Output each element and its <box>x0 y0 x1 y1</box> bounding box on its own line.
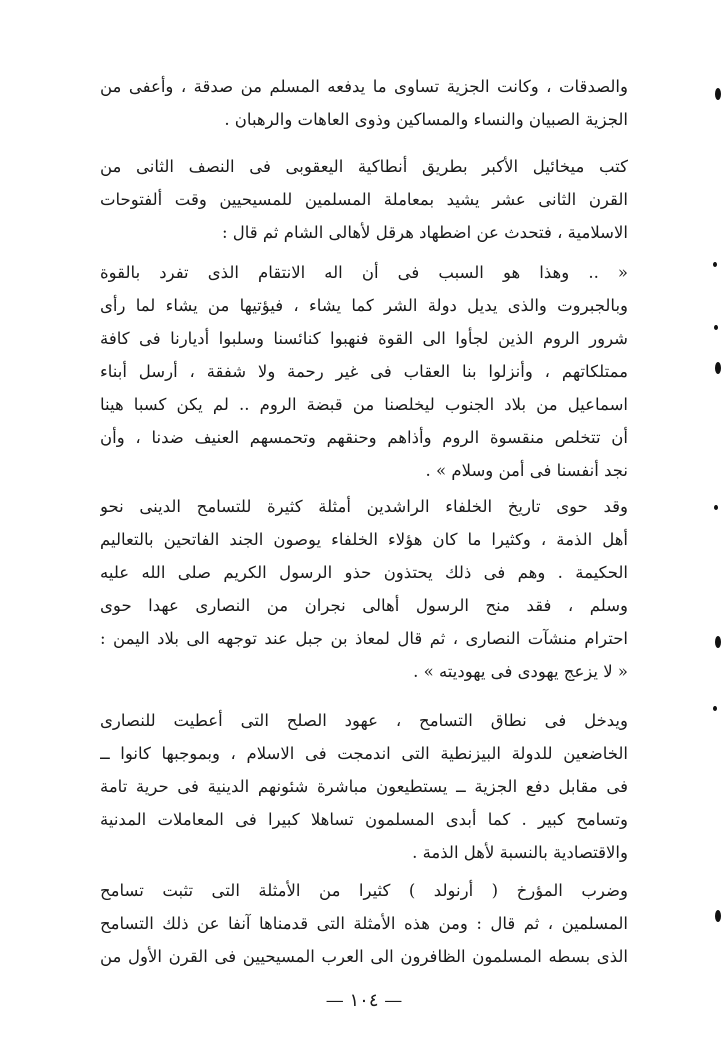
scan-mark <box>713 262 717 267</box>
scan-mark <box>713 706 717 711</box>
paragraph-quotation <box>100 256 628 487</box>
text-line: أن تتخلص منقسوة الروم وأذاهم وحنقهم وتحمسهم العنيف ضدنا ، وأن <box>100 428 628 447</box>
text-line: فى مقابل دفع الجزية ــ يستطيعون مباشرة شئونهم الدينية فى حرية تامة <box>100 777 628 796</box>
text-line: الجزية الصبيان والنساء والمساكين وذوى العاهات والرهبان . <box>224 110 628 129</box>
text-line: ممتلكاتهم ، وأنزلوا بنا العقاب فى غير رحمة ولا شفقة ، أرسل أبناء <box>100 362 628 381</box>
text-line: وتسامح كبير . كما أبدى المسلمون تساهلا كبيرا فى المعاملات المدنية <box>100 810 628 829</box>
text-line: كتب ميخائيل الأكبر بطريق أنطاكية اليعقوبى فى النصف الثانى من <box>100 157 628 176</box>
scan-mark <box>715 362 721 374</box>
paragraph-jizya-exemptions <box>100 70 628 136</box>
paragraph-rashidun-caliphs <box>100 490 628 688</box>
text-line: ويدخل فى نطاق التسامح ، عهود الصلح التى أعطيت للنصارى <box>100 711 628 730</box>
text-line: « لا يزعج يهودى فى يهوديته » . <box>413 662 628 681</box>
text-line: الحكيمة . وهم فى ذلك يحتذون حذو الرسول الكريم صلى الله عليه <box>100 563 628 582</box>
page-number: — ١٠٤ — <box>325 990 403 1011</box>
text-line: الاسلامية ، فتحدث عن اضطهاد هرقل لأهالى الشام ثم قال : <box>221 223 628 242</box>
scan-mark <box>715 636 721 648</box>
text-line: شرور الروم الذين لجأوا الى القوة فنهبوا كنائسنا وسلبوا أديارنا فى كافة <box>100 329 628 348</box>
paragraph-peace-treaties <box>100 704 628 869</box>
scan-mark <box>715 88 721 100</box>
text-line: « .. وهذا هو السبب فى أن اله الانتقام الذى تفرد بالقوة <box>100 263 628 282</box>
scan-mark <box>714 505 718 510</box>
paragraph-michael-the-great <box>100 150 628 249</box>
text-line: الذى بسطه المسلمون الظافرون الى العرب المسيحيين فى القرن الأول من <box>100 947 628 966</box>
text-line: والصدقات ، وكانت الجزية تساوى ما يدفعه المسلم من صدقة ، وأعفى من <box>100 77 628 96</box>
text-line: نجد أنفسنا فى أمن وسلام » . <box>425 461 628 480</box>
text-line: الخاضعين للدولة البيزنطية التى اندمجت فى الاسلام ، وبموجبها كانوا ــ <box>100 744 628 763</box>
text-line: وضرب المؤرخ ( أرنولد ) كثيرا من الأمثلة التى تثبت تسامح <box>100 881 628 900</box>
text-line: وسلم ، فقد منح الرسول أهالى نجران من النصارى عهدا حوى <box>100 596 628 615</box>
text-line: احترام منشآت النصارى ، ثم قال لمعاذ بن جبل عند توجهه الى بلاد اليمن : <box>100 629 628 648</box>
text-line: وبالجبروت والذى يديل دولة الشر كما يشاء ، فيؤتيها من يشاء لما رأى <box>100 296 628 315</box>
text-line: والاقتصادية بالنسبة لأهل الذمة . <box>412 843 628 862</box>
text-line: المسلمين ، ثم قال : ومن هذه الأمثلة التى قدمناها آنفا عن ذلك التسامح <box>100 914 628 933</box>
scan-mark <box>714 325 718 330</box>
text-line: اسماعيل من بلاد الجنوب ليخلصنا من قبضة الروم .. لم يكن كسبا هينا <box>100 395 628 414</box>
text-line: القرن الثانى عشر يشيد بمعاملة المسلمين للمسيحيين وقت ألفتوحات <box>100 190 628 209</box>
scan-mark <box>715 910 721 922</box>
text-line: وقد حوى تاريخ الخلفاء الراشدين أمثلة كثيرة للتسامح الدينى نحو <box>100 497 628 516</box>
text-line: أهل الذمة ، وكثيرا ما كان هؤلاء الخلفاء يوصون الجند الفاتحين بالتعاليم <box>100 530 628 549</box>
paragraph-arnold <box>100 874 628 973</box>
